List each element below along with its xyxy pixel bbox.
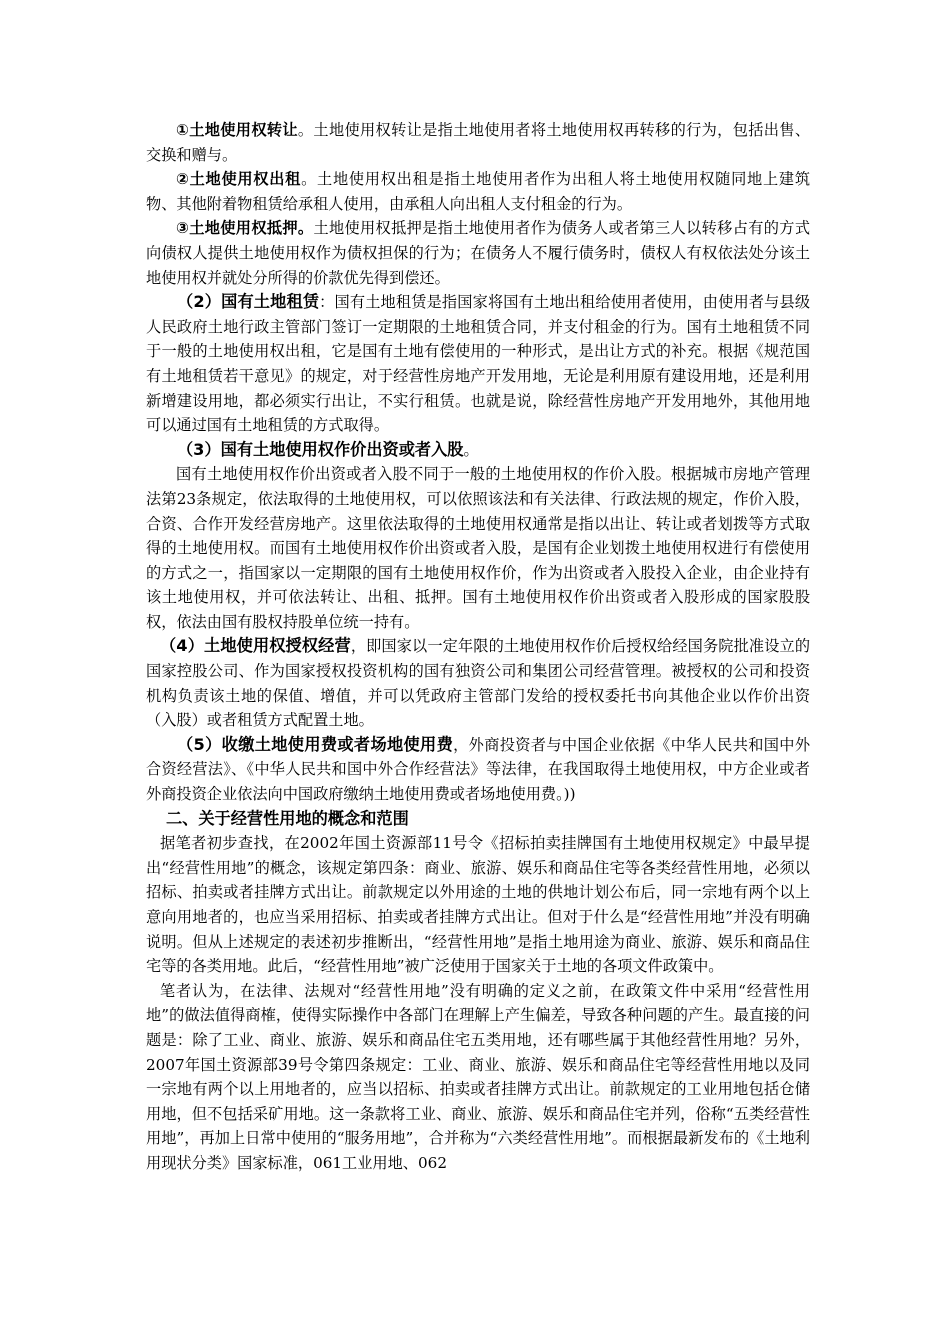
paragraph-text: 。 <box>463 440 479 459</box>
section-label: （2）国有土地租赁 <box>177 292 320 312</box>
paragraph-text: 。土地使用权转让是指土地使用者将土地使用权再转移的行为，包括出售、交换和赠与。 <box>146 121 811 164</box>
section-label: （4）土地使用权授权经营 <box>160 636 351 656</box>
term-label: ②土地使用权出租 <box>176 170 302 189</box>
paragraph-text: 。土地使用权出租是指土地使用者作为出租人将土地使用权随同地上建筑物、其他附着物租赁给承租人使用，由承租人向出租人支付租金的行为。 <box>146 170 811 213</box>
paragraph-text: 土地使用权抵押是指土地使用者作为债务人或者第三人以转移占有的方式向债权人提供土地使用权作为债权担保的行为；在债务人不履行债务时，债权人有权依法处分该土地使用权并就处分所得的价款优先得到偿还。 <box>146 219 811 287</box>
body-paragraph: 据笔者初步查找，在2002年国土资源部11号令《招标拍卖挂牌国有土地使用权规定》中最早提出“经营性用地”的概念，该规定第四条：商业、旅游、娱乐和商品住宅等各类经营性用地，必须以招标、拍卖或者挂牌方式出让。前款规定以外用途的土地的供地计划公布后，同一宗地有两个以上意向用地者的，也应当采用招标、拍卖或者挂牌方式出让。但对于什么是“经营性用地”并没有明确说明。但从上述规定的表述初步推断出，“经营性用地”是指土地用途为商业、旅游、娱乐和商品住宅等的各类用地。此后，“经营性用地”被广泛使用于国家关于土地的各项文件政策中。 <box>146 834 810 976</box>
paragraph-authorized-operation <box>146 634 810 732</box>
term-label: ①土地使用权转让 <box>176 121 298 139</box>
paragraph-text: ：国有土地租赁是指国家将国有土地出租给使用者使用，由使用者与县级人民政府土地行政主管部门签订一定期限的土地租赁合同，并支付租金的行为。国有土地租赁不同于一般的土地使用权出租，它是国有土地有偿使用的一种形式，是出让方式的补充。根据《规范国有土地租赁若干意见》的规定，对于经营性房地产开发用地，无论是利用原有建设用地，还是利用新增建设用地，都必须实行出让，不实行租赁。也就是说，除经营性房地产开发用地外，其他用地可以通过国有土地租赁的方式取得。 <box>146 293 811 435</box>
paragraph-land-transfer <box>146 118 810 167</box>
body-paragraph: 笔者认为，在法律、法规对“经营性用地”没有明确的定义之前，在政策文件中采用“经营性用地”的做法值得商榷，使得实际操作中各部门在理解上产生偏差，导致各种问题的产生。最直接的问题是：除了工业、商业、旅游、娱乐和商品住宅五类用地，还有哪些属于其他经营性用地？另外，2007年国土资源部39号令第四条规定：工业、商业、旅游、娱乐和商品住宅等经营性用地以及同一宗地有两个以上用地者的，应当以招标、拍卖或者挂牌方式出让。前款规定的工业用地包括仓储用地，但不包括采矿用地。这一条款将工业、商业、旅游、娱乐和商品住宅并列，俗称“五类经营性用地”，再加上日常中使用的“服务用地”，合并称为“六类经营性用地”。而根据最新发布的《土地利用现状分类》国家标准，061工业用地、062 <box>146 981 810 1172</box>
paragraph-capital-contribution-title <box>146 438 810 463</box>
section-label: （3）国有土地使用权作价出资或者入股 <box>177 439 464 459</box>
paragraph-text: ，即国家以一定年限的土地使用权作价后授权给经国务院批准设立的国家控股公司、作为国家授权投资机构的国有独资公司和集团公司经营管理。被授权的公司和投资机构负责该土地的保值、增值，并可以凭政府主管部门发给的授权委托书向其他企业以作价出资（入股）或者租赁方式配置土地。 <box>146 637 811 730</box>
paragraph-text: ，外商投资者与中国企业依据《中华人民共和国中外合资经营法》、《中华人民共和国中外合作经营法》等法律，在我国取得土地使用权，中方企业或者外商投资企业依法向中国政府缴纳土地使用费或者场地使用费。)) <box>146 735 811 804</box>
term-label: ③土地使用权抵押。 <box>176 219 314 238</box>
document-page <box>146 118 810 1176</box>
paragraph-state-land-lease <box>146 290 810 438</box>
paragraph-capital-contribution <box>146 462 810 634</box>
section-label: （5）收缴土地使用费或者场地使用费 <box>177 734 454 754</box>
paragraph-land-use-fee <box>146 733 810 807</box>
paragraph-text: 国有土地使用权作价出资或者入股不同于一般的土地使用权的作价入股。根据城市房地产管理法第23条规定，依法取得的土地使用权，可以依照该法和有关法律、行政法规的规定，作价入股，合资、合作开发经营房地产。这里依法取得的土地使用权通常是指以出让、转让或者划拨等方式取得的土地使用权。而国有土地使用权作价出资或者入股，是国有企业划拨土地使用权进行有偿使用的方式之一，指国家以一定期限的国有土地使用权作价，作为出资或者入股投入企业，由企业持有该土地使用权，并可依法转让、出租、抵押。国有土地使用权作价出资或者入股形成的国家股股权，依法由国有股权持股单位统一持有。 <box>146 465 810 631</box>
paragraph-land-lease <box>146 167 810 216</box>
section-heading: 二、关于经营性用地的概念和范围 <box>166 808 409 828</box>
paragraph-land-mortgage <box>146 216 810 290</box>
